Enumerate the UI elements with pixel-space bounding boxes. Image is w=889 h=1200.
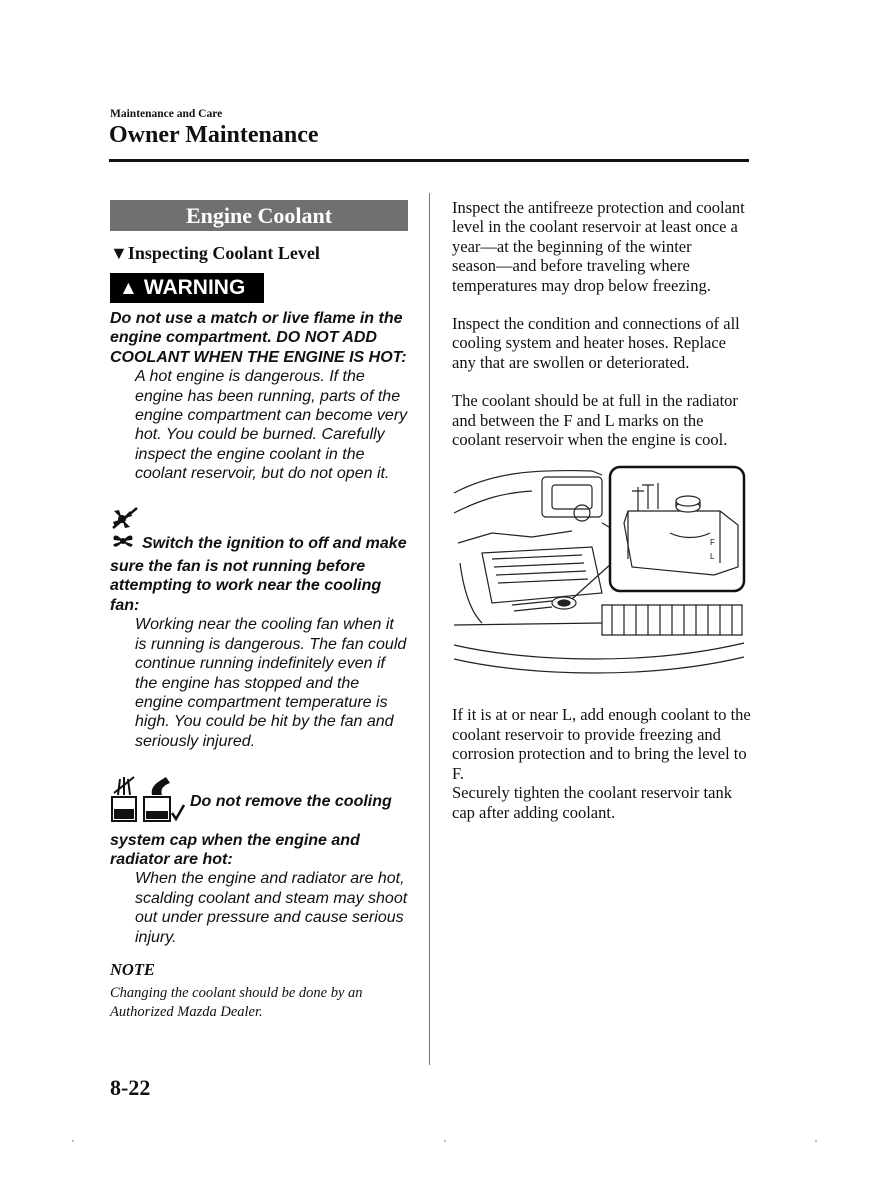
page-number: 8-22 — [110, 1075, 151, 1100]
subheading: ▼Inspecting Coolant Level — [110, 243, 320, 263]
hot-cap-icon — [110, 773, 186, 830]
fan-icon — [110, 530, 136, 557]
paragraph: Inspect the antifreeze protection and coolant level in the coolant reservoir at least once a year―at the beginning of the winter season―and before traveling where temperatures may drop below freezing. — [452, 198, 745, 295]
reservoir-l-mark: L — [710, 552, 715, 562]
print-mark — [444, 1140, 446, 1142]
paragraph: The coolant should be at full in the radiator and between the F and L marks on the coolant reservoir when the engine is cool. — [452, 391, 738, 450]
warning-triangle-icon: ▲ — [119, 278, 138, 299]
warning-lead — [110, 530, 408, 616]
left-column — [110, 200, 408, 1023]
paragraph: Inspect the condition and connections of all cooling system and heater hoses. Replace any that are swollen or deteriorated. — [452, 314, 740, 372]
warning-block — [110, 506, 408, 751]
warning-lead-text: Switch the ignition to off and make sure the fan is not running before attempting to work near the cooling fan: — [110, 534, 407, 614]
print-mark — [815, 1140, 817, 1142]
paragraph: Securely tighten the coolant reservoir tank cap after adding coolant. — [452, 783, 732, 822]
warning-body: Working near the cooling fan when it is running is dangerous. The fan could continue running indefinitely even if the engine has stopped and the engine compartment temperature is high. You could be hit by the fan and seriously injured. — [135, 616, 407, 750]
page-title: Owner Maintenance — [109, 122, 319, 148]
section-label: Maintenance and Care — [110, 108, 223, 120]
reservoir-f-mark: F — [710, 538, 715, 548]
warning-badge — [110, 273, 264, 303]
warning-body: A hot engine is dangerous. If the engine has been running, parts of the engine compartment can become very hot. You could be burned. Carefully inspect the engine coolant in the coolant reservoir, but do not open it. — [135, 368, 408, 483]
section-banner: Engine Coolant — [110, 200, 408, 231]
warning-block — [110, 773, 408, 947]
no-hand-fan-icon — [110, 506, 408, 530]
paragraph: If it is at or near L, add enough coolant to the coolant reservoir to provide freezing and corrosion protection and to bring the level to F. — [452, 705, 751, 783]
note-heading: NOTE — [110, 959, 155, 979]
warning-block — [110, 309, 408, 484]
right-column — [452, 198, 752, 841]
warning-lead-text: Do not remove the cooling system cap when the engine and radiator are hot: — [110, 793, 392, 868]
engine-compartment-illustration — [452, 463, 748, 683]
warning-body: When the engine and radiator are hot, scalding coolant and steam may shoot out under pressure and cause serious injury. — [135, 870, 408, 946]
print-mark — [72, 1140, 74, 1142]
column-divider — [429, 193, 430, 1065]
warning-lead — [110, 773, 408, 869]
header-rule — [109, 159, 749, 162]
warning-label: WARNING — [143, 276, 246, 299]
note-text: Changing the coolant should be done by an Authorized Mazda Dealer. — [110, 984, 363, 1021]
warning-lead: Do not use a match or live flame in the engine compartment. DO NOT ADD COOLANT WHEN THE ENGINE IS HOT: — [110, 310, 407, 366]
